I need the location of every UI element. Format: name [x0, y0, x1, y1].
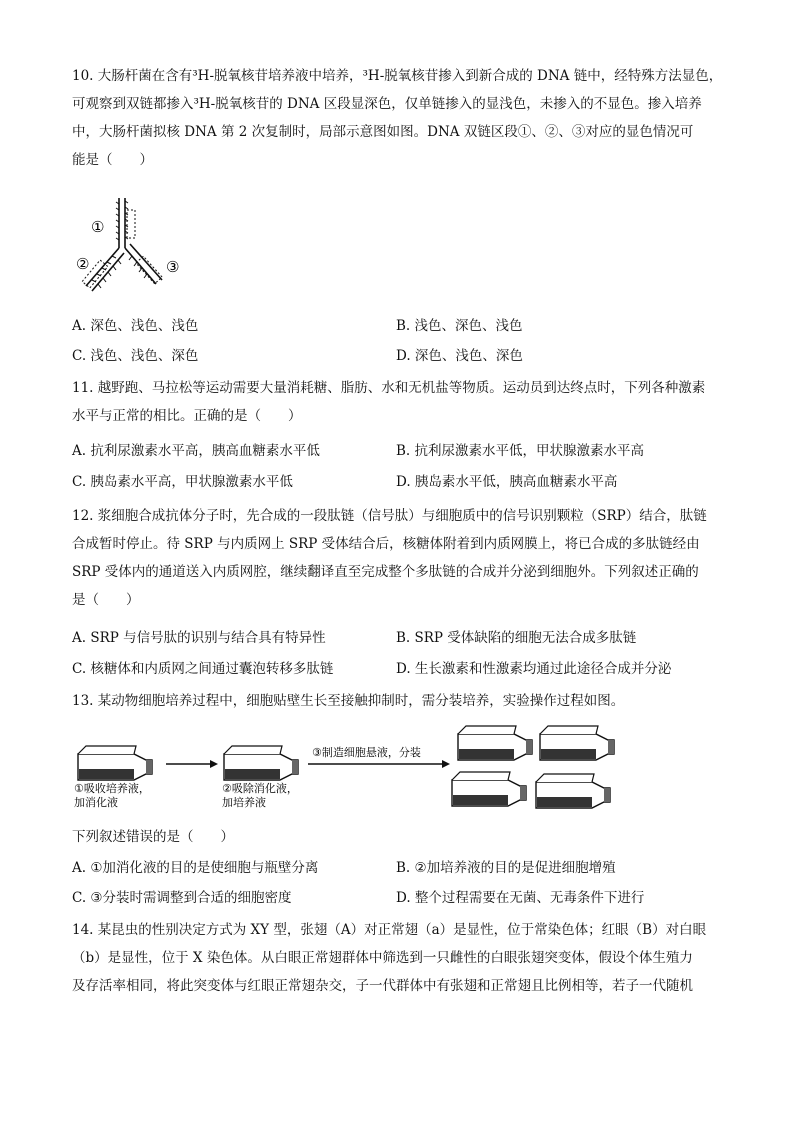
q13-option-d[interactable]: D. 整个过程需要在无菌、无毒条件下进行 [396, 890, 645, 906]
flask-1 [78, 746, 152, 780]
q10-line: 可观察到双链都掺入³H-脱氧核苷的 DNA 区段显深色，仅单链掺入的显浅色，未掺入的不显色。掺入培养 [72, 96, 702, 112]
flask-4 [540, 726, 614, 760]
q13-prompt [72, 823, 724, 851]
q10-line: 能是（ ） [72, 152, 153, 168]
q12-line: 是（ ） [72, 592, 140, 608]
question-12-stem [72, 502, 724, 614]
q12-option-b[interactable]: B. SRP 受体缺陷的细胞无法合成多肽链 [396, 630, 637, 646]
q10-line: 中，大肠杆菌拟核 DNA 第 2 次复制时，局部示意图如图。DNA 双链区段①、②、③对应的显色情况可 [72, 124, 694, 140]
flask-2 [224, 746, 298, 780]
q11-option-b[interactable]: B. 抗利尿激素水平低，甲状腺激素水平高 [396, 443, 645, 459]
dna-replication-figure [72, 192, 202, 302]
question-11-stem [72, 374, 724, 430]
q14-line: 14. 某昆虫的性别决定方式为 XY 型，张翅（A）对正常翅（a）是显性，位于常染色体；红眼（B）对白眼 [72, 922, 707, 938]
q12-option-d[interactable]: D. 生长激素和性激素均通过此途径合成并分泌 [396, 661, 672, 677]
figure-label-1: ① [91, 218, 105, 236]
q12-option-a[interactable]: A. SRP 与信号肽的识别与结合具有特异性 [72, 630, 326, 646]
q10-line: 10. 大肠杆菌在含有³H-脱氧核苷培养液中培养，³H-脱氧核苷掺入到新合成的 DNA 链中，经特殊方法显色， [72, 68, 723, 84]
q10-option-b[interactable]: B. 浅色、深色、浅色 [396, 318, 523, 334]
question-10-stem [72, 62, 724, 174]
q11-line: 11. 越野跑、马拉松等运动需要大量消耗糖、脂肪、水和无机盐等物质。运动员到达终点时，下列各种激素 [72, 380, 706, 396]
step2-label-line2: 加培养液 [222, 796, 266, 809]
q11-option-c[interactable]: C. 胰岛素水平高，甲状腺激素水平低 [72, 474, 293, 490]
q10-option-c[interactable]: C. 浅色、浅色、深色 [72, 348, 199, 364]
step2-label-line1: ②吸除消化液， [222, 782, 298, 795]
q14-line: 及存活率相同，将此突变体与红眼正常翅杂交，子一代群体中有张翅和正常翅且比例相等，若子一代随机 [72, 978, 693, 994]
q10-option-a[interactable]: A. 深色、浅色、浅色 [72, 318, 199, 334]
q12-line: 12. 浆细胞合成抗体分子时，先合成的一段肽链（信号肽）与细胞质中的信号识别颗粒（SRP）结合，肽链 [72, 508, 707, 524]
figure-label-3: ③ [166, 258, 180, 276]
step1-label-line1: ①吸收培养液， [74, 782, 150, 795]
q13-option-a[interactable]: A. ①加消化液的目的是使细胞与瓶壁分离 [72, 860, 319, 876]
q13-line: 13. 某动物细胞培养过程中，细胞贴壁生长至接触抑制时，需分装培养，实验操作过程如图。 [72, 693, 625, 709]
flask-6 [536, 774, 610, 808]
q10-option-d[interactable]: D. 深色、浅色、深色 [396, 348, 523, 364]
flask-3 [458, 726, 532, 760]
q13-after-line: 下列叙述错误的是（ ） [72, 829, 234, 845]
q12-line: 合成暂时停止。待 SRP 与内质网上 SRP 受体结合后，核糖体附着到内质网膜上，将已合成的多肽链经由 [72, 536, 700, 552]
q12-option-c[interactable]: C. 核糖体和内质网之间通过囊泡转移多肽链 [72, 661, 334, 677]
flask-5 [452, 772, 526, 806]
q13-option-b[interactable]: B. ②加培养液的目的是促进细胞增殖 [396, 860, 616, 876]
question-13-stem [72, 687, 724, 715]
q11-option-d[interactable]: D. 胰岛素水平低，胰高血糖素水平高 [396, 474, 618, 490]
step3-label: ③制造细胞悬液，分装 [312, 746, 421, 759]
q14-line: （b）是显性，位于 X 染色体。从白眼正常翅群体中筛选到一只雌性的白眼张翅突变体，假设个体生殖力 [72, 950, 693, 966]
cell-culture-figure [72, 722, 632, 822]
figure-label-2: ② [76, 255, 90, 273]
q12-line: SRP 受体内的通道送入内质网腔，继续翻译直至完成整个多肽链的合成并分泌到细胞外。下列叙述正确的 [72, 564, 699, 580]
q11-line: 水平与正常的相比。正确的是（ ） [72, 408, 302, 424]
q13-option-c[interactable]: C. ③分装时需调整到合适的细胞密度 [72, 890, 292, 906]
step1-label-line2: 加消化液 [74, 796, 118, 809]
question-14-stem [72, 916, 724, 1000]
q11-option-a[interactable]: A. 抗利尿激素水平高，胰高血糖素水平低 [72, 443, 320, 459]
